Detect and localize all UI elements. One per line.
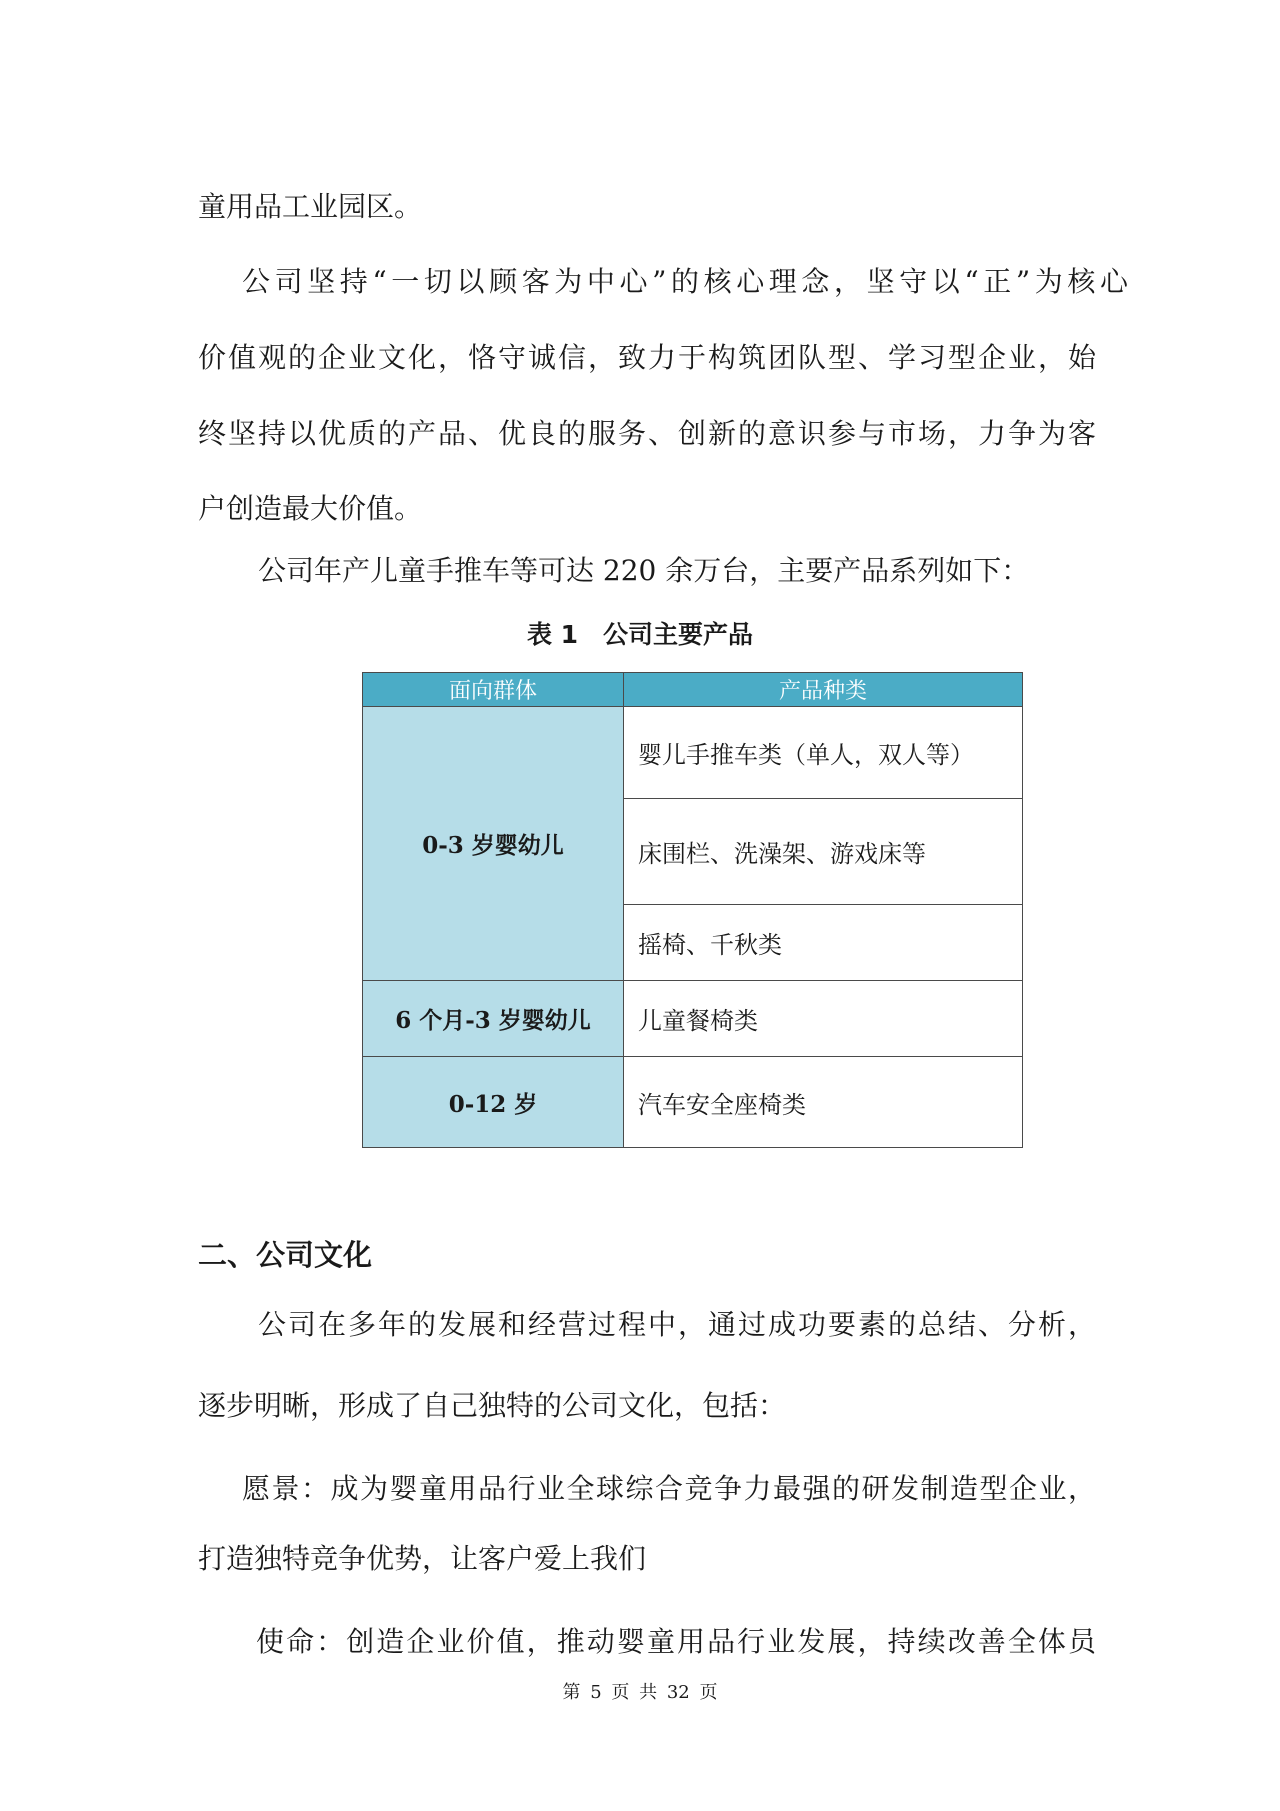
paragraph-line (198, 262, 1128, 302)
paragraph-line: 愿景：成为婴童用品行业全球综合竞争力最强的研发制造型企业， (242, 1472, 1096, 1505)
table-header-row (363, 673, 1023, 707)
table-row (363, 981, 1023, 1057)
paragraph-line: 打造独特竞争优势，让客户爱上我们 (198, 1542, 647, 1575)
column-header-product: 产品种类 (624, 673, 1023, 707)
group-cell: 0-3 岁婴幼儿 (363, 707, 624, 981)
paragraph-line: 使命：创造企业价值，推动婴童用品行业发展，持续改善全体员 (256, 1625, 1096, 1658)
product-cell: 汽车安全座椅类 (624, 1057, 1023, 1148)
page-footer: 第 5 页 共 32 页 (562, 1682, 718, 1703)
paragraph-line: 户创造最大价值。 (198, 492, 423, 525)
product-cell: 床围栏、洗澡架、游戏床等 (624, 799, 1023, 905)
paragraph-text: 公司坚持“一切以顾客为中心”的核心理念，坚守以“正”为核心 (242, 265, 1128, 298)
paragraph-line: 价值观的企业文化，恪守诚信，致力于构筑团队型、学习型企业，始 (198, 341, 1096, 374)
group-cell: 0-12 岁 (363, 1057, 624, 1148)
table-row (363, 707, 1023, 799)
group-cell: 6 个月-3 岁婴幼儿 (363, 981, 624, 1057)
section-heading: 二、公司文化 (198, 1238, 373, 1272)
product-cell: 摇椅、千秋类 (624, 905, 1023, 981)
paragraph-line: 终坚持以优质的产品、优良的服务、创新的意识参与市场，力争为客 (198, 417, 1096, 450)
products-table (362, 672, 1023, 1148)
product-cell: 儿童餐椅类 (624, 981, 1023, 1057)
product-cell: 婴儿手推车类（单人，双人等） (624, 707, 1023, 799)
paragraph-line: 公司在多年的发展和经营过程中，通过成功要素的总结、分析， (258, 1308, 1096, 1341)
table-caption: 表 1 公司主要产品 (526, 620, 754, 649)
table-row (363, 1057, 1023, 1148)
paragraph-line: 童用品工业园区。 (198, 190, 423, 223)
paragraph-line: 公司年产儿童手推车等可达 220 余万台，主要产品系列如下： (258, 554, 1030, 587)
column-header-group: 面向群体 (363, 673, 624, 707)
paragraph-line: 逐步明晰，形成了自己独特的公司文化，包括： (198, 1389, 787, 1422)
